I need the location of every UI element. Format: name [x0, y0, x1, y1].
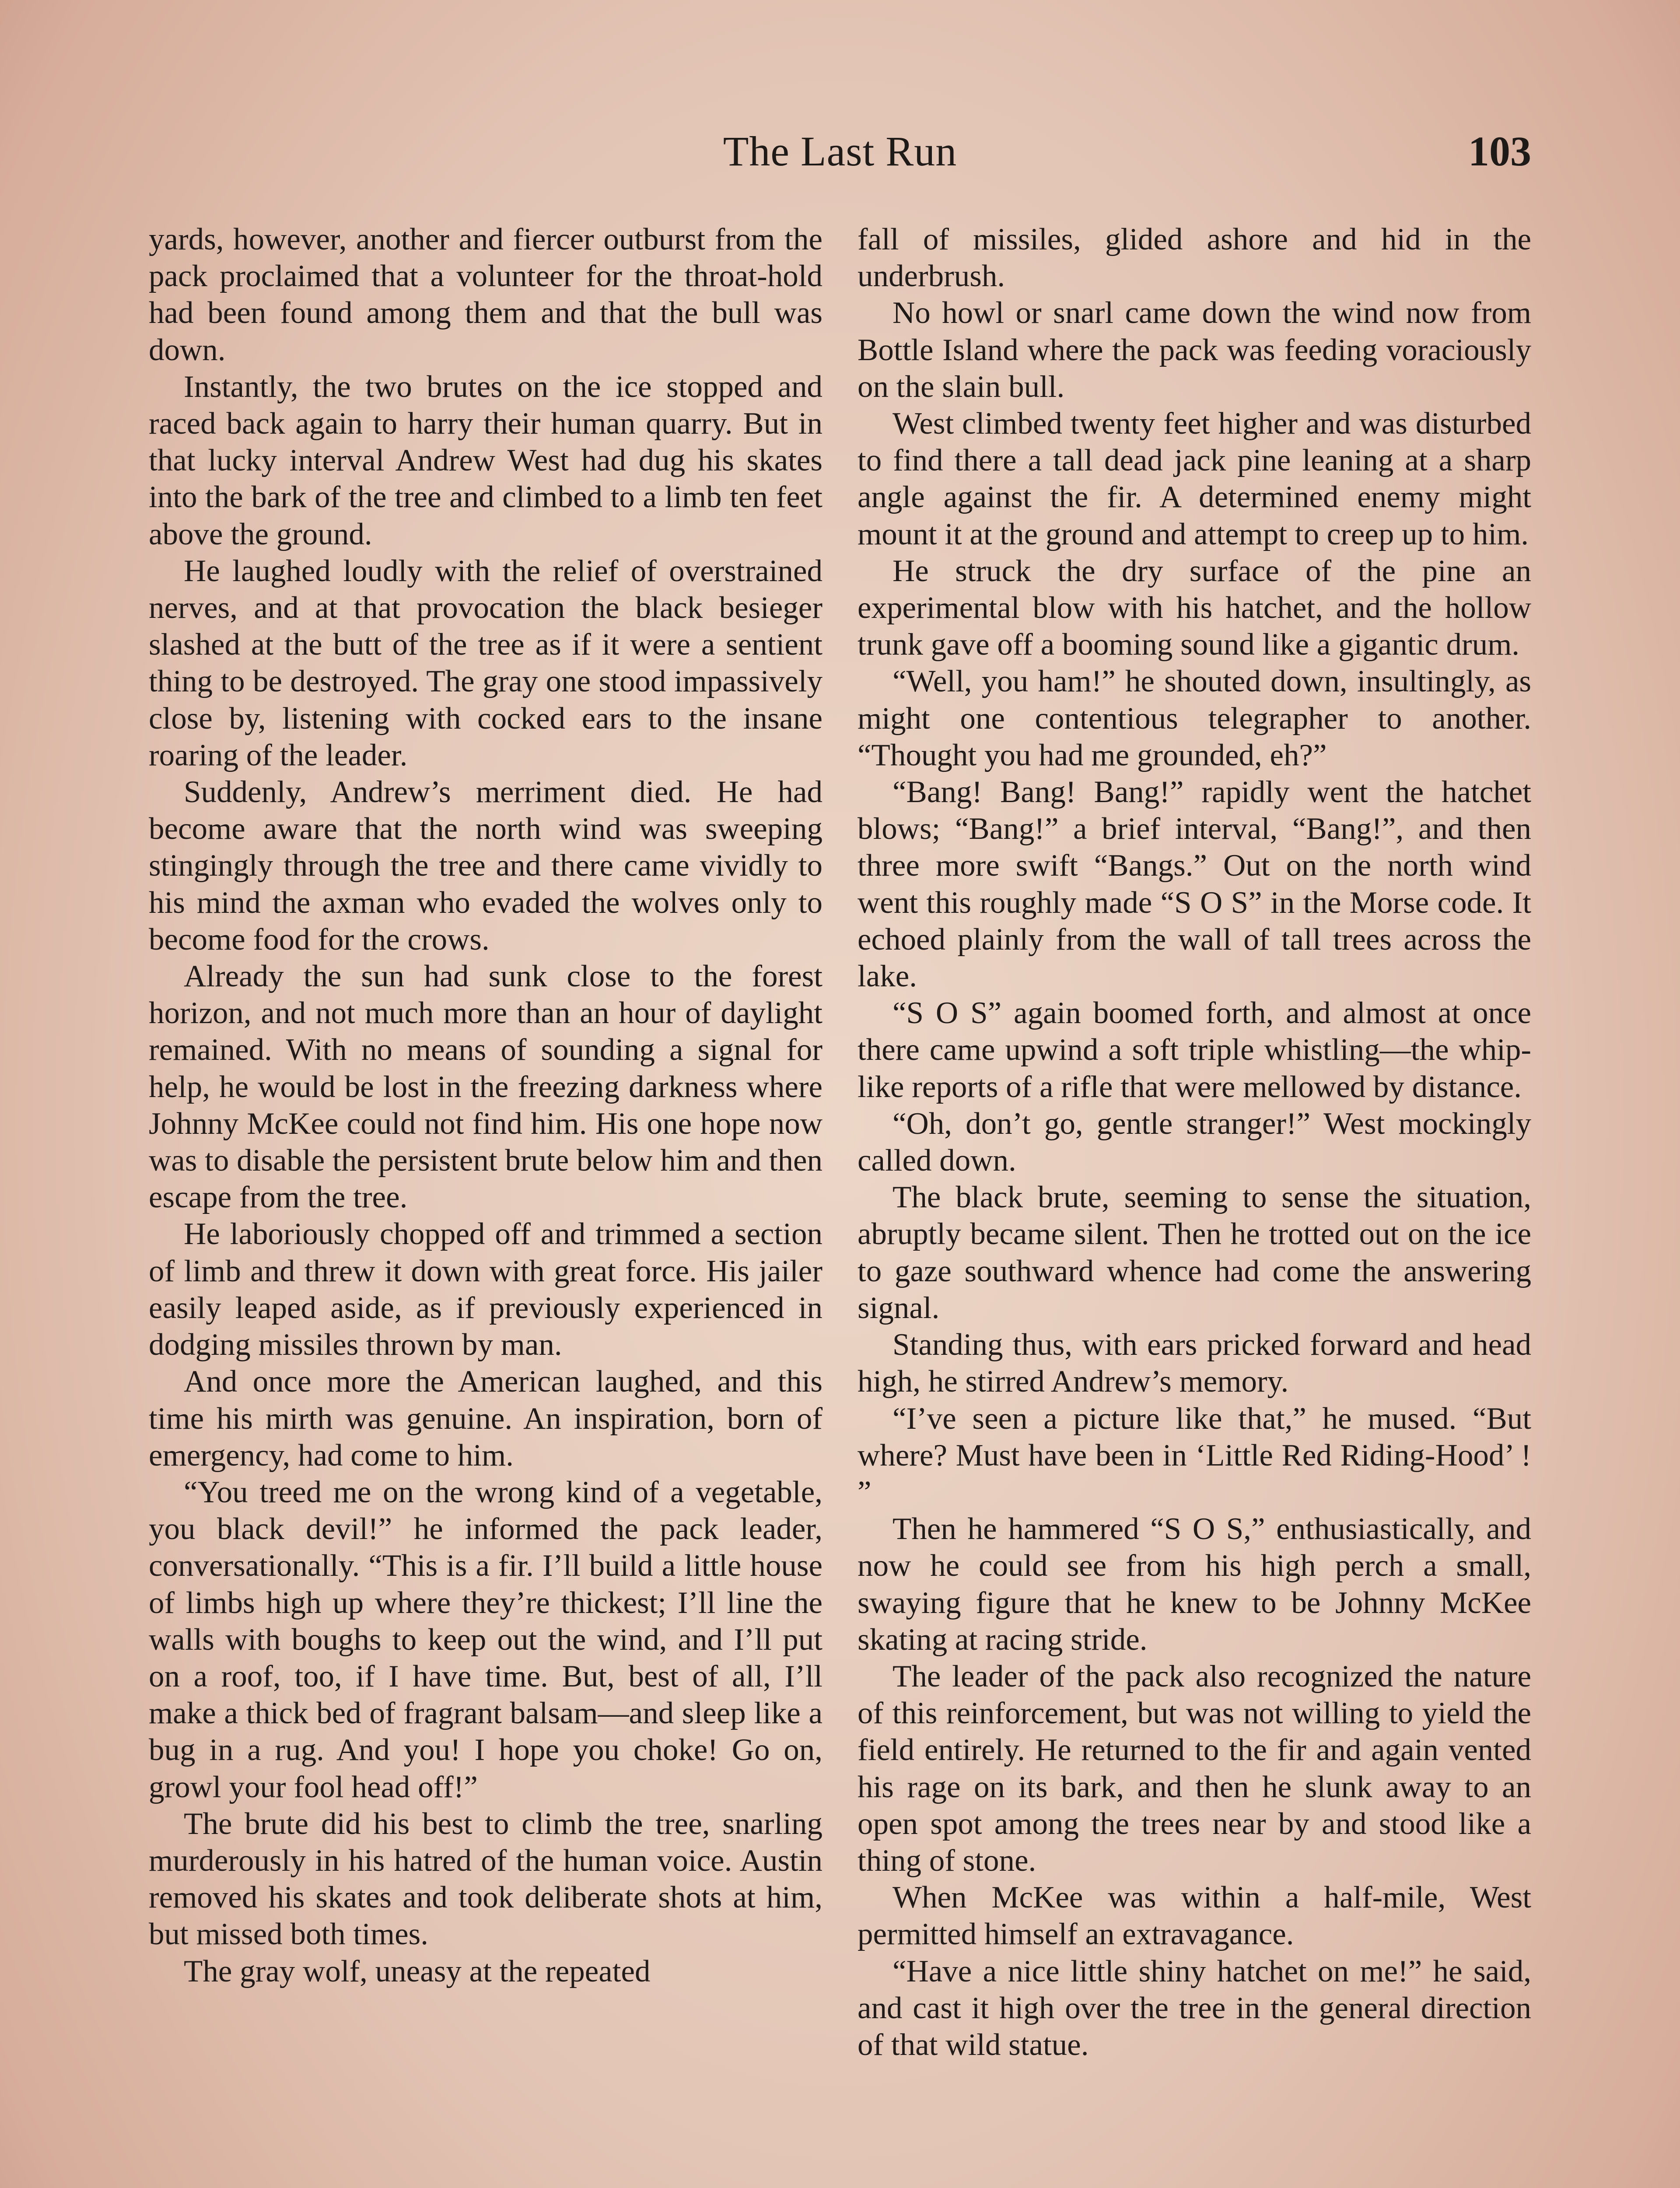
paragraph: “Have a nice little shiny hatchet on me!” he said, and cast it high over the tree in the general direction of that wild statue.	[858, 1954, 1531, 2062]
paragraph: The gray wolf, uneasy at the repeated	[184, 1954, 651, 1988]
paragraph: “Bang! Bang! Bang!” rapidly went the hatchet blows; “Bang!” a brief interval, “Bang!”, and then three more swift “Bangs.” Out on the north wind went this roughly made “S O S” in the Morse code. It echoed plainly from the wall of tall trees across the lake.	[858, 775, 1531, 994]
paragraph: Already the sun had sunk close to the forest horizon, and not much more than an hour of daylight remained. With no means of sounding a signal for help, he would be lost in the freezing darkness where Johnny McKee could not find him. His one hope now was to disable the persistent brute below him and then escape from the tree.	[149, 959, 822, 1215]
text-columns	[149, 221, 1531, 2188]
paragraph: When McKee was within a half-mile, West permitted himself an extravagance.	[858, 1880, 1531, 1952]
paragraph: yards, however, another and fiercer outburst from the pack proclaimed that a volunteer for the throat-hold had been found among them and that the bull was down.	[149, 222, 822, 367]
left-column	[149, 221, 822, 2188]
running-title: The Last Run	[723, 128, 957, 175]
page-number: 103	[1468, 128, 1531, 175]
paragraph: “I’ve seen a picture like that,” he mused. “But where? Must have been in ‘Little Red Riding-Hood’ ! ”	[858, 1401, 1531, 1509]
paragraph: The leader of the pack also recognized the nature of this reinforcement, but was not willing to yield the field entirely. He returned to the fir and again vented his rage on its bark, and then he slunk away to an open spot among the trees near by and stood like a thing of stone.	[858, 1659, 1531, 1878]
right-column	[858, 221, 1531, 2188]
paragraph: And once more the American laughed, and this time his mirth was genuine. An inspiration, born of emergency, had come to him.	[149, 1364, 822, 1473]
paragraph: Then he hammered “S O S,” enthusiastically, and now he could see from his high perch a small, swaying figure that he knew to be Johnny McKee skating at racing stride.	[858, 1512, 1531, 1657]
page-header	[149, 127, 1531, 188]
paragraph: He laboriously chopped off and trimmed a section of limb and threw it down with great force. His jailer easily leaped aside, as if previously experienced in dodging missiles thrown by man.	[149, 1217, 822, 1362]
paragraph: fall of missiles, glided ashore and hid in the underbrush.	[858, 222, 1531, 294]
paragraph: He struck the dry surface of the pine an experimental blow with his hatchet, and the hollow trunk gave off a booming sound like a gigantic drum.	[858, 554, 1531, 662]
paragraph: “Well, you ham!” he shouted down, insultingly, as might one contentious telegrapher to another. “Thought you had me grounded, eh?”	[858, 664, 1531, 772]
paragraph: Standing thus, with ears pricked forward and head high, he stirred Andrew’s memory.	[858, 1328, 1531, 1399]
paragraph: West climbed twenty feet higher and was disturbed to find there a tall dead jack pine leaning at a sharp angle against the fir. A determined enemy might mount it at the ground and attempt to creep up to him.	[858, 407, 1531, 551]
paragraph: He laughed loudly with the relief of overstrained nerves, and at that provocation the black besieger slashed at the butt of the tree as if it were a sentient thing to be destroyed. The gray one stood impassively close by, listening with cocked ears to the insane roaring of the leader.	[149, 554, 822, 772]
paragraph: Instantly, the two brutes on the ice stopped and raced back again to harry their human quarry. But in that lucky interval Andrew West had dug his skates into the bark of the tree and climbed to a limb ten feet above the ground.	[149, 369, 822, 551]
paragraph: The brute did his best to climb the tree, snarling murderously in his hatred of the human voice. Austin removed his skates and took deliberate shots at him, but missed both times.	[149, 1806, 822, 1952]
paragraph: “S O S” again boomed forth, and almost at once there came upwind a soft triple whistling—the whip-like reports of a rifle that were mellowed by distance.	[858, 996, 1531, 1104]
paragraph: “Oh, don’t go, gentle stranger!” West mockingly called down.	[858, 1106, 1531, 1178]
paragraph: No howl or snarl came down the wind now from Bottle Island where the pack was feeding voraciously on the slain bull.	[858, 296, 1531, 404]
paragraph: “You treed me on the wrong kind of a vegetable, you black devil!” he informed the pack leader, conversationally. “This is a fir. I’ll build a little house of limbs high up where they’re thickest; I’ll line the walls with boughs to keep out the wind, and I’ll put on a roof, too, if I have time. But, best of all, I’ll make a thick bed of fragrant balsam—and sleep like a bug in a rug. And you! I hope you choke! Go on, growl your fool head off!”	[149, 1475, 822, 1804]
paragraph: Suddenly, Andrew’s merriment died. He had become aware that the north wind was sweeping stingingly through the tree and there came vividly to his mind the axman who evaded the wolves only to become food for the crows.	[149, 775, 822, 957]
paragraph: The black brute, seeming to sense the situation, abruptly became silent. Then he trotted out on the ice to gaze southward whence had come the answering signal.	[858, 1180, 1531, 1325]
